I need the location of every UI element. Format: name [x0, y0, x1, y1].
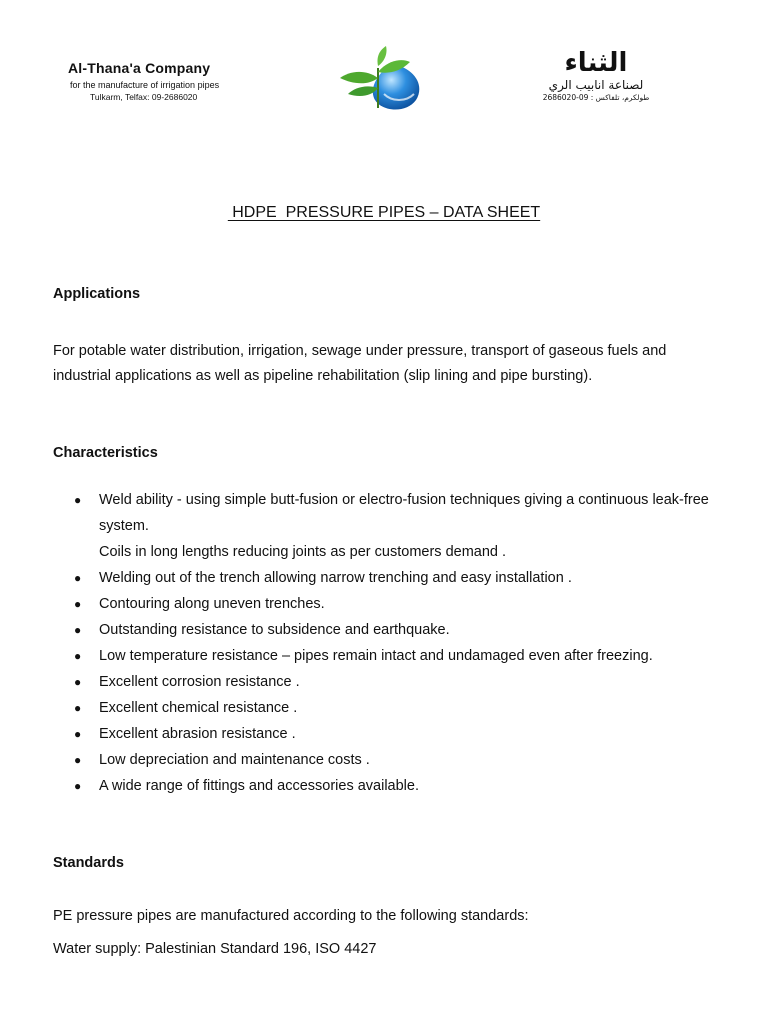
list-item [53, 695, 713, 721]
list-item-text: Weld ability - using simple butt-fusion or electro-fusion techniques giving a continuous leak-free system. [99, 492, 709, 534]
list-item [53, 487, 713, 565]
list-item-text: Outstanding resistance to subsidence and earthquake. [99, 622, 450, 638]
characteristics-heading: Characteristics [53, 445, 158, 461]
bullet-icon: ● [74, 571, 82, 585]
bullet-icon: ● [74, 597, 82, 611]
list-item-text: Excellent corrosion resistance . [99, 674, 300, 690]
standards-intro: PE pressure pipes are manufactured according to the following standards: [53, 908, 529, 924]
company-arabic-name: الثناء [564, 48, 628, 78]
document-title-text: HDPE PRESSURE PIPES – DATA SHEET [227, 204, 541, 221]
company-english-block [64, 60, 274, 102]
bullet-icon: ● [74, 701, 82, 715]
bullet-icon: ● [74, 675, 82, 689]
list-item [53, 773, 713, 799]
bullet-icon: ● [74, 623, 82, 637]
bullet-icon: ● [74, 493, 82, 507]
list-item [53, 591, 713, 617]
list-item [53, 617, 713, 643]
list-item-text: Contouring along uneven trenches. [99, 596, 325, 612]
list-item [53, 669, 713, 695]
document-body [53, 286, 713, 962]
document-title [0, 204, 768, 222]
list-item [53, 721, 713, 747]
list-item-text: Low temperature resistance – pipes remain intact and undamaged even after freezing. [99, 648, 653, 664]
standards-water-supply: Water supply: Palestinian Standard 196, ISO 4427 [53, 941, 377, 957]
bullet-icon: ● [74, 779, 82, 793]
list-item [53, 565, 713, 591]
company-subtitle: for the manufacture of irrigation pipes [70, 80, 220, 90]
bullet-icon: ● [74, 753, 82, 767]
company-arabic-subtitle: لصناعة انابيب الري [548, 78, 644, 92]
company-arabic-block [516, 48, 676, 102]
list-item [53, 643, 713, 669]
bullet-icon: ● [74, 649, 82, 663]
applications-text: For potable water distribution, irrigation, sewage under pressure, transport of gaseous fuels and industrial applications as well as pipeline rehabilitation (slip lining and pipe bursting). [53, 343, 667, 384]
list-item-text: Low depreciation and maintenance costs . [99, 752, 370, 768]
characteristics-list [53, 487, 713, 799]
leaf-water-drop-logo-icon [334, 44, 430, 114]
letterhead [0, 40, 768, 120]
company-location: Tulkarm, Telfax: 09-2686020 [90, 92, 198, 102]
company-name: Al-Thana'a Company [68, 60, 211, 76]
list-item [53, 747, 713, 773]
applications-heading: Applications [53, 286, 141, 302]
list-item-text: Welding out of the trench allowing narrow trenching and easy installation . [99, 570, 572, 586]
company-arabic-phone: طولكرم، تلفاكس : 09-2686020 [542, 93, 650, 102]
list-item-text: Excellent chemical resistance . [99, 700, 298, 716]
bullet-icon: ● [74, 727, 82, 741]
standards-heading: Standards [53, 855, 124, 871]
list-item-text: A wide range of fittings and accessories available. [99, 778, 419, 794]
list-item-continuation: Coils in long lengths reducing joints as per customers demand . [99, 544, 507, 560]
list-item-text: Excellent abrasion resistance . [99, 726, 296, 742]
